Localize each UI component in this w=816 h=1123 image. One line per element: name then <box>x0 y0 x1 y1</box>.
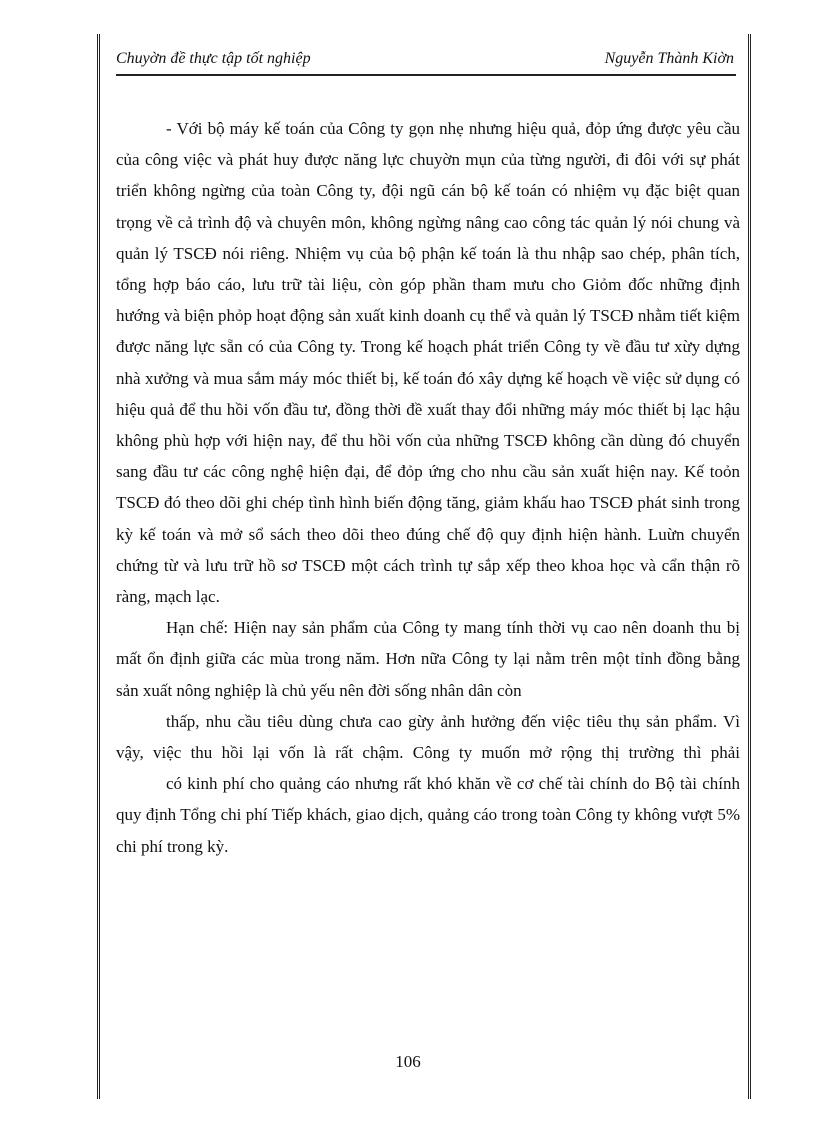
page-number: 106 <box>395 1052 421 1071</box>
paragraph-limitations-end: có kinh phí cho quảng cáo nhưng rất khó khăn về cơ chế tài chính do Bộ tài chính quy định Tổng chi phí Tiếp khách, giao dịch, quảng cáo trong toàn Công ty không vượt 5% chi phí trong kỳ. <box>116 774 740 856</box>
paragraph-limitations-continued: thấp, nhu cầu tiêu dùng chưa cao gừy ảnh hưởng đến việc tiêu thụ sản phẩm. Vì vậy, việc thu hồi lại vốn là rất chậm. Công ty muốn mở rộng thị trường thì phải <box>116 711 740 763</box>
page-header <box>116 46 736 76</box>
document-body <box>116 113 740 862</box>
paragraph-accounting-strengths: - Với bộ máy kế toán của Công ty gọn nhẹ nhưng hiệu quả, đỏp ứng được yêu cầu của công việc và phát huy được năng lực chuyờn mụn của từng người, đi đôi với sự phát triển không ngừng của toàn Công ty, đội ngũ cán bộ kế toán có nhiệm vụ đặc biệt quan trọng về cả trình độ và chuyên môn, không ngừng nâng cao công tác quản lý nói chung và quản lý TSCĐ nói riêng. Nhiệm vụ của bộ phận kế toán là thu nhập sao chép, phân tích, tổng hợp báo cáo, lưu trữ tài liệu, còn góp phần tham mưu cho Giỏm đốc những định hướng và biện phỏp hoạt động sản xuất kinh doanh cụ thể và quản lý TSCĐ nhằm tiết kiệm được năng lực sẵn có của Công ty. Trong kế hoạch phát triển Công ty về đầu tư xừy dựng nhà xưởng và mua sắm máy móc thiết bị, kế toán đó xây dựng kế hoạch về việc sử dụng có hiệu quả để thu hồi vốn đầu tư, đồng thời đề xuất thay đổi những máy móc thiết bị lạc hậu không phù hợp với hiện nay, để thu hồi vốn của những TSCĐ không cần dùng đó chuyển sang đầu tư các công nghệ hiện đại, để đỏp ứng cho nhu cầu sản xuất hiện nay. Kế toỏn TSCĐ đó theo dõi ghi chép tình hình biến động tăng, giảm khấu hao TSCĐ phát sinh trong kỳ kế toán và mở sổ sách theo dõi theo đúng chế độ quy định hiện hành. Luừn chuyển chứng từ và lưu trữ hồ sơ TSCĐ một cách trình tự sắp xếp theo khoa học và cẩn thận rõ ràng, mạch lạc. <box>116 119 740 607</box>
header-title: Chuyờn đề thực tập tốt nghiệp <box>116 50 311 67</box>
paragraph-limitations: Hạn chế: Hiện nay sản phẩm của Công ty mang tính thời vụ cao nên doanh thu bị mất ổn định giữa các mùa trong năm. Hơn nữa Công ty lại nằm trên một tỉnh đồng bằng sản xuất nông nghiệp là chủ yếu nên đời sống nhân dân còn <box>116 618 740 700</box>
header-author: Nguyễn Thành Kiờn <box>604 50 734 67</box>
